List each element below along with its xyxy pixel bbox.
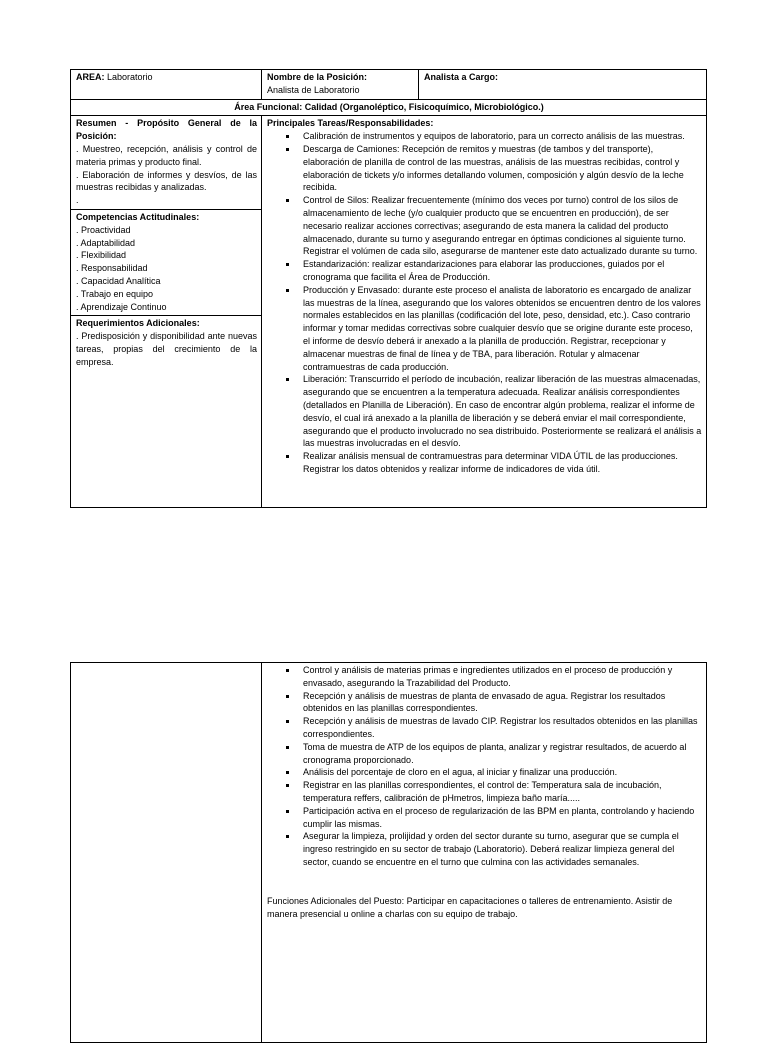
tasks-title: Principales Tareas/Responsabilidades:: [267, 118, 434, 129]
task-item: Participación activa en el proceso de regularización de las BPM en planta, controlando y haciendo cumplir las mismas.: [267, 805, 702, 831]
job-description-table: [70, 69, 707, 508]
left-empty-cell: [71, 663, 262, 1043]
task-item: Realizar análisis mensual de contramuestras para determinar VIDA ÚTIL de las producciones. Registrar los datos obtenidos y realizar informe de indicadores de vida útil.: [267, 450, 702, 476]
summary-title: Resumen - Propósito General de la Posición:: [76, 118, 257, 142]
functional-area: Área Funcional: Calidad (Organoléptico, Fisicoquímico, Microbiológico.): [71, 99, 707, 116]
continuation-tasks-cell: [262, 663, 707, 1043]
continuation-list: [267, 664, 702, 869]
position-value: Analista de Laboratorio: [267, 84, 360, 95]
requirements-text: . Predisposición y disponibilidad ante nuevas tareas, propias del crecimiento de la empresa.: [76, 331, 257, 367]
task-item: Recepción y análisis de muestras de lavado CIP. Registrar los resultados obtenidos en las planillas correspondientes.: [267, 715, 702, 741]
position-label: Nombre de la Posición:: [267, 72, 368, 82]
task-item: Estandarización: realizar estandarizaciones para elaborar las producciones, guiados por el cronograma que facilita el Área de Producción.: [267, 258, 702, 284]
competency-item: . Proactividad: [76, 224, 131, 235]
requirements-section: [71, 315, 261, 368]
competencies-title: Competencias Actitudinales:: [76, 211, 200, 222]
summary-item: .: [76, 195, 79, 206]
left-column: [71, 116, 262, 508]
task-item: Control y análisis de materias primas e ingredientes utilizados en el proceso de producción y envasado, asegurando la Trazabilidad del Producto.: [267, 664, 702, 690]
task-item: Liberación: Transcurrido el período de incubación, realizar liberación de las muestras almacenadas, asegurando que se encuentren a la temperatura adecuada. Realizar análisis correspondientes (detallados en Planilla de Liberación). En caso de encontrar algún problema, realizar el informe de desvío, el cual irá anexado a la planilla de liberación y se deberá enviar el mail correspondiente, asegurando que el producto involucrado no sea distribuido. Posteriormente se realizará el análisis a las muestras involucradas en el desvío.: [267, 373, 702, 450]
reports-to-label: Analista a Cargo:: [424, 72, 499, 82]
task-item: Análisis del porcentaje de cloro en el agua, al iniciar y finalizar una producción.: [267, 766, 702, 779]
tasks-list: [267, 130, 702, 476]
task-item: Producción y Envasado: durante este proceso el analista de laboratorio es encargado de analizar las muestras de la línea, asegurando que los valores obtenidos se encuentren dentro de los valores normales establecidos en las planillas (codificación del lote, peso, densidad, etc.). Caso contrario informar y tomar medidas correctivas sobre cualquier desvío que se origine durante este proceso, el informe de desvío deberá ir anexado a la planilla de producción. Registrar, recepcionar y almacenar muestras de final de línea y de TBA, para liberación. Rotular y almacenar contramuestras de cada producción.: [267, 284, 702, 374]
position-cell: [262, 70, 419, 100]
task-item: Toma de muestra de ATP de los equipos de planta, analizar y registrar resultados, de acuerdo al cronograma proporcionado.: [267, 741, 702, 767]
additional-functions: Funciones Adicionales del Puesto: Participar en capacitaciones o talleres de entrenamiento. Asistir de manera presencial u online a charlas con su equipo de trabajo.: [267, 895, 673, 919]
task-item: Asegurar la limpieza, prolijidad y orden del sector durante su turno, asegurar que se cumpla el ingreso restringido en su sector de trabajo (Laboratorio). Deberá realizar limpieza general del sector, cuando se encuentre en el turno que culmina con las actividades semanales.: [267, 830, 702, 868]
task-item: Descarga de Camiones: Recepción de remitos y muestras (de tambos y del transporte), elaboración de planilla de control de las muestras, análisis de las muestras recibidas, control y elaboración de tickets y/o informes detallando volumen, composición y algún desvío de la leche recibida.: [267, 143, 702, 194]
content-row: [71, 116, 707, 508]
functional-area-row: [71, 99, 707, 116]
area-value: Laboratorio: [107, 72, 153, 82]
summary-item: . Muestreo, recepción, análisis y control de materia primas y producto final.: [76, 143, 257, 167]
competency-item: . Aprendizaje Continuo: [76, 301, 167, 312]
task-item: Control de Silos: Realizar frecuentemente (mínimo dos veces por turno) control de los silos de almacenamiento de leche (y/o cualquier producto que se encuentren en producción), de ser necesario realizar acciones correctivas; asegurando de esta manera la calidad del producto almacenado, durante su turno y asegurando entregar en óptimas condiciones al siguiente turno. Registrar el volúmen de cada silo, asegurarse de mantener este dato actualizado durante su turno.: [267, 194, 702, 258]
continuation-row: [71, 663, 707, 1043]
competency-item: . Capacidad Analítica: [76, 275, 161, 286]
area-cell: [71, 70, 262, 100]
task-item: Recepción y análisis de muestras de planta de envasado de agua. Registrar los resultados obtenidos en las planillas correspondientes.: [267, 690, 702, 716]
requirements-title: Requerimientos Adicionales:: [76, 318, 200, 329]
reports-to-cell: [419, 70, 707, 100]
task-item: Calibración de instrumentos y equipos de laboratorio, para un correcto análisis de las muestras.: [267, 130, 702, 143]
summary-item: . Elaboración de informes y desvíos, de las muestras recibidas y analizadas.: [76, 169, 257, 193]
competency-item: . Trabajo en equipo: [76, 288, 154, 299]
continuation-table: [70, 662, 707, 1043]
competency-item: . Responsabilidad: [76, 263, 148, 274]
competencies-section: [71, 209, 261, 313]
area-label: AREA:: [76, 72, 105, 82]
tasks-column: [262, 116, 707, 508]
task-item: Registrar en las planillas correspondientes, el control de: Temperatura sala de incubación, temperatura reffers, calibración de pHmetros, limpieza baño maría.....: [267, 779, 702, 805]
competency-item: . Flexibilidad: [76, 250, 127, 261]
header-row: [71, 70, 707, 100]
competency-item: . Adaptabilidad: [76, 237, 136, 248]
